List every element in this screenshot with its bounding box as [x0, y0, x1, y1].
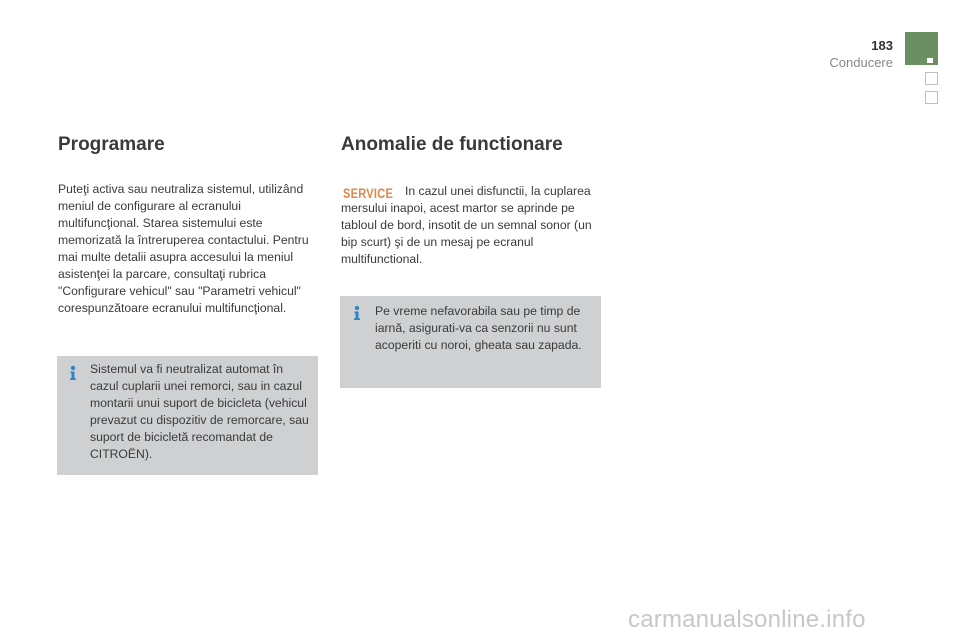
programare-title: Programare [58, 134, 165, 155]
anomalie-note-text: Pe vreme nefavorabila sau pe timp de iarnă, asigurati-va ca senzorii nu sunt acoperiti cu noroi, gheata sau zapada. [375, 304, 582, 352]
info-icon [65, 365, 81, 381]
chapter-tab [905, 32, 938, 65]
chapter-tab-empty-2 [925, 91, 938, 104]
programare-note-text: Sistemul va fi neutralizat automat în cazul cuplarii unei remorci, sau in cazul montarii unui suport de bicicleta (vehicul prevazut cu dispozitiv de remorcare, sau suport de bicicletă recomandat de CITROËN). [90, 362, 309, 461]
section-name: Conducere [829, 55, 893, 70]
programare-note [57, 356, 318, 475]
service-logo-text: SERVICE [343, 186, 394, 201]
chapter-tab-mark [927, 58, 933, 63]
programare-text: Puteţi activa sau neutraliza sistemul, utilizând meniul de configurare al ecranului multifuncţional. Starea sistemului este memorizată la întreruperea contactului. Pentru mai multe detalii asupra accesului la meniul asistenţei la parcare, consultaţi rubrica "Configurare vehicul" sau "Parametri vehicul" corespunzătoare ecranului multifuncţional. [58, 182, 309, 315]
watermark[interactable]: carmanualsonline.info [628, 606, 866, 633]
chapter-tab-empty-1 [925, 72, 938, 85]
anomalie-note [340, 296, 601, 388]
page-number: 183 [871, 38, 893, 53]
info-icon [349, 305, 365, 321]
anomalie-title: Anomalie de functionare [341, 134, 563, 155]
anomalie-text: In cazul unei disfunctii, la cuplarea mersului inapoi, acest martor se aprinde pe tabloul de bord, insotit de un semnal sonor (un bip scurt) şi de un mesaj pe ecranul multifunctional. [341, 184, 592, 266]
